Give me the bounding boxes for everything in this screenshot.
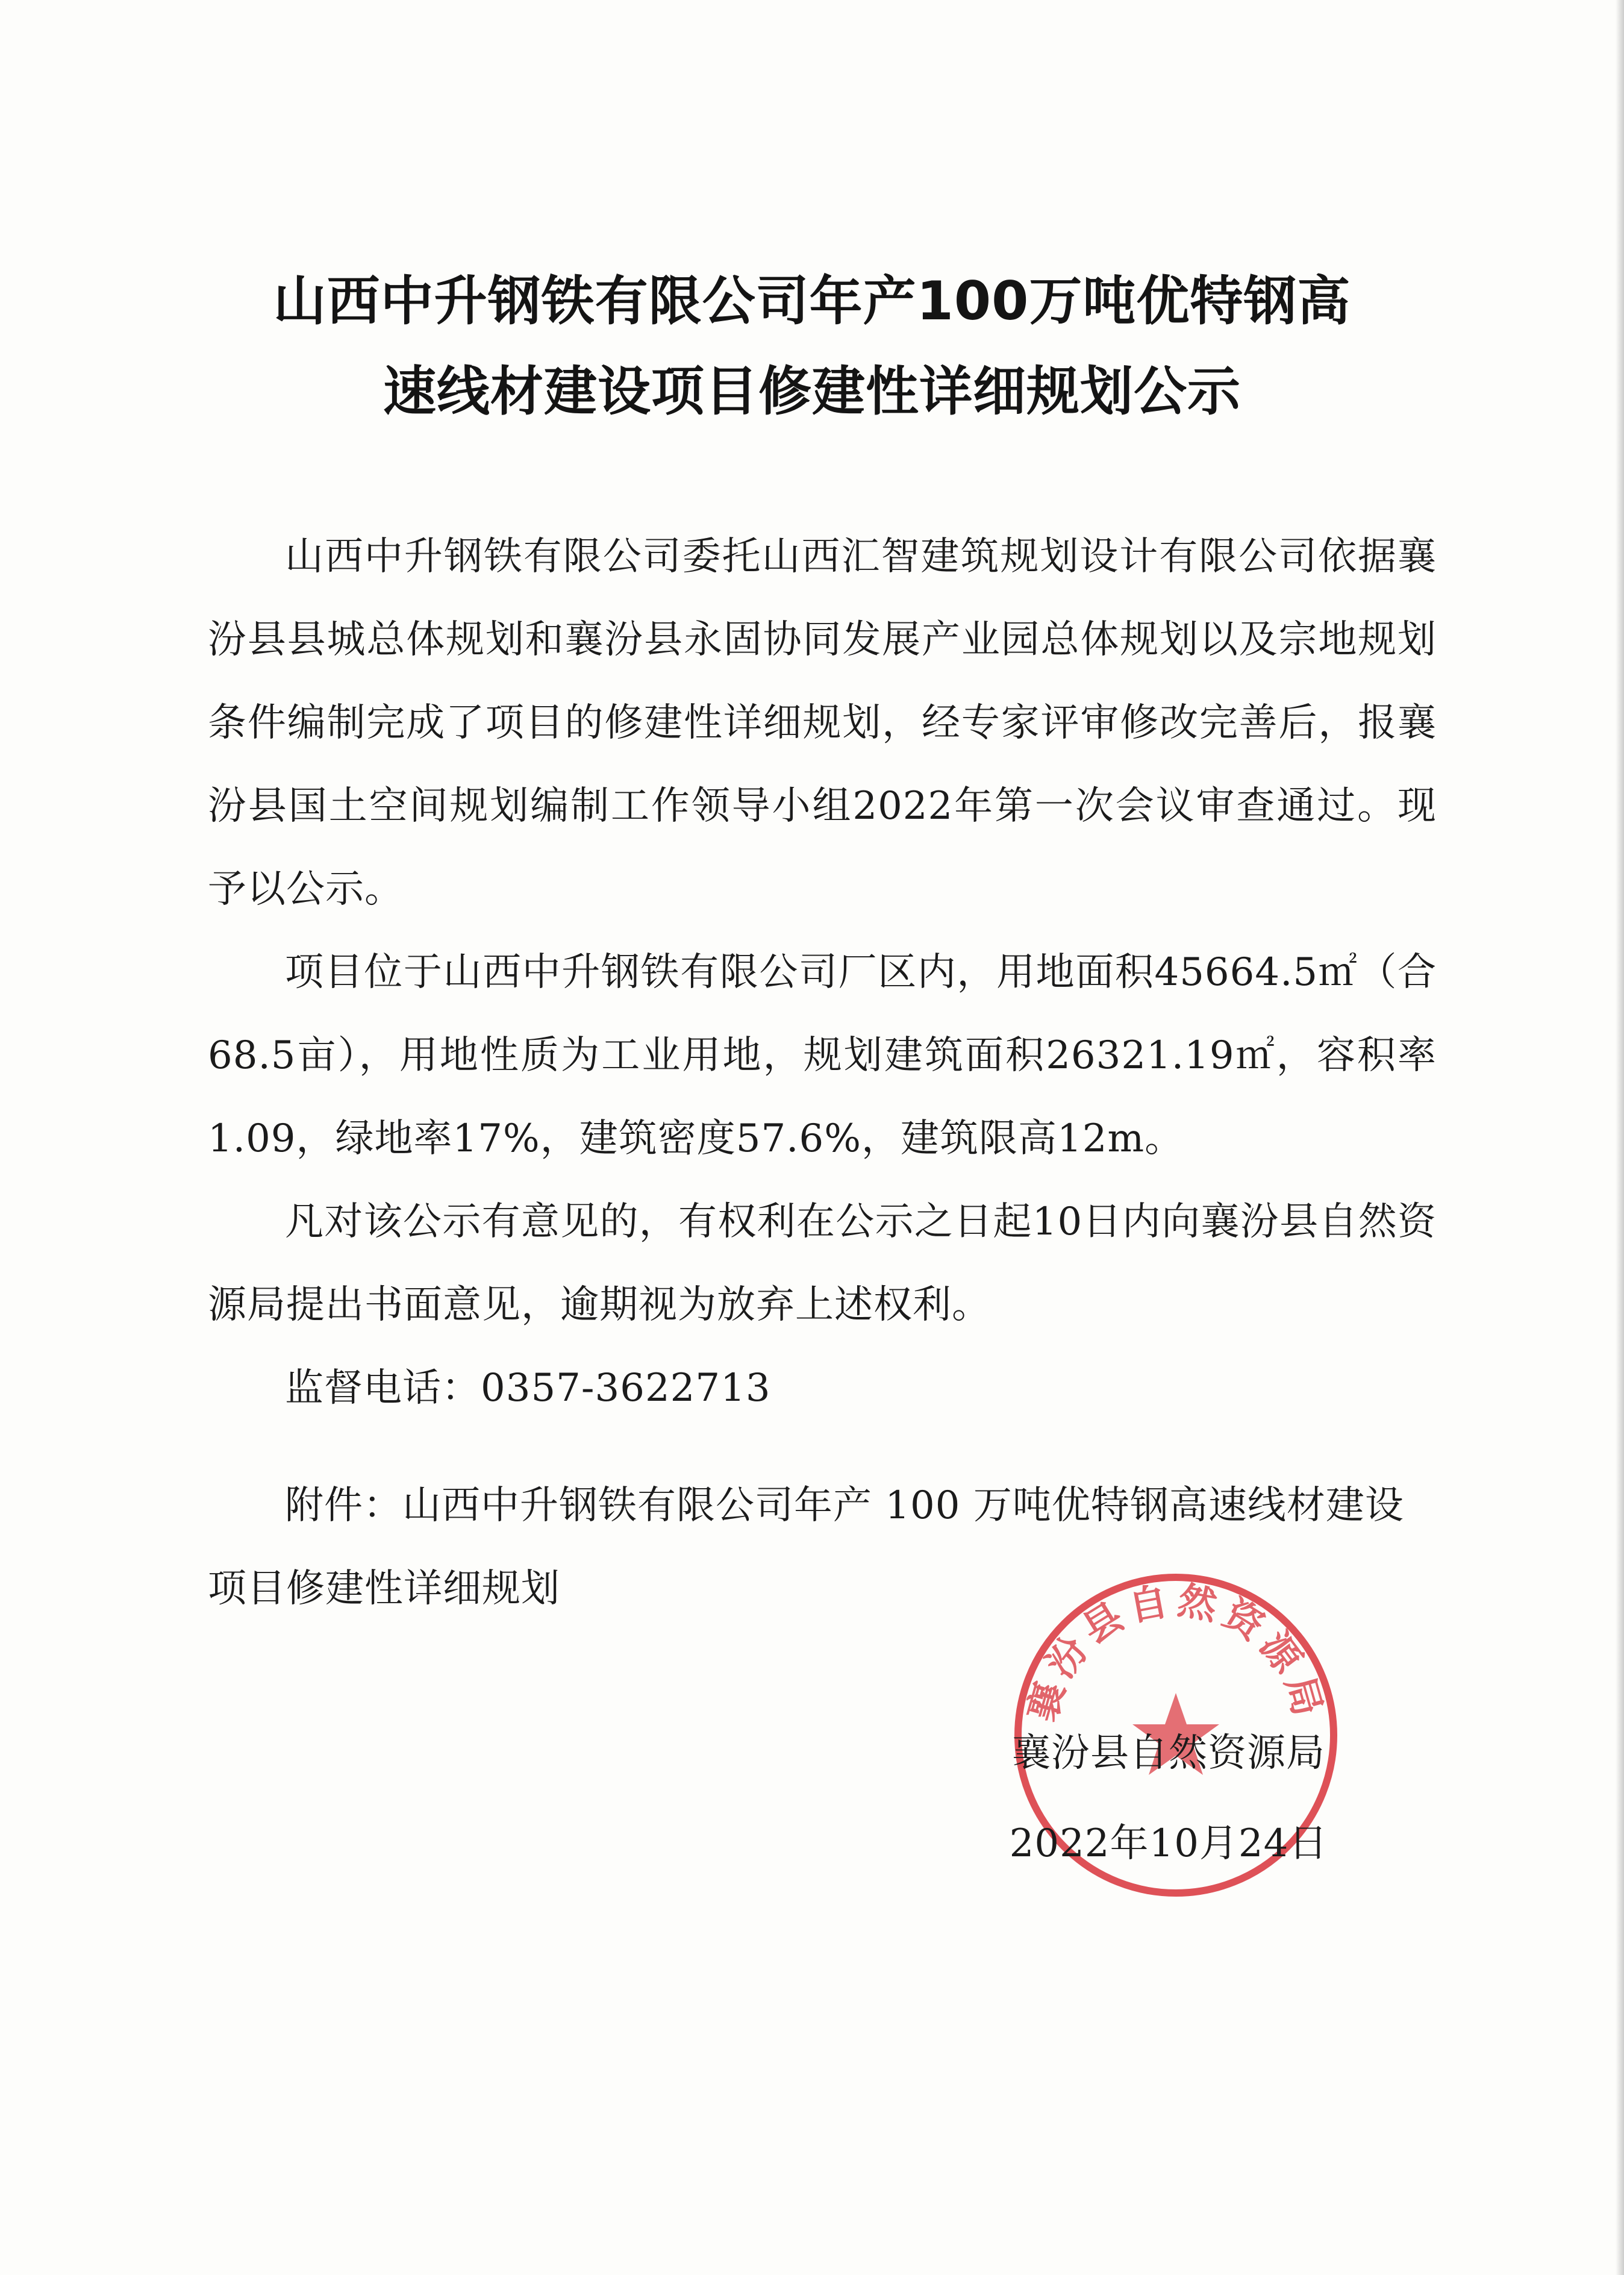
supervision-phone [208,1347,1437,1430]
paragraph-objection-notice: 凡对该公示有意见的，有权利在公示之日起10日内向襄汾县自然资源局提出书面意见，逾期视为放弃上述权利。 [208,1200,1437,1327]
phone-number: 0357-3622713 [481,1366,771,1410]
signature-block [964,1708,1373,1889]
title-line-1: 山西中升钢铁有限公司年产100万吨优特钢高 [273,270,1351,332]
document-title [151,256,1473,437]
scan-edge-shadow [1616,0,1624,2275]
issue-date: 2022年10月24日 [1009,1821,1328,1866]
document-body [208,515,1437,1430]
attachment-label: 附件： [285,1483,402,1528]
issuing-organization: 襄汾县自然资源局 [1012,1731,1325,1776]
paragraph-commission: 山西中升钢铁有限公司委托山西汇智建筑规划设计有限公司依据襄汾县县城总体规划和襄汾县永固协同发展产业园总体规划以及宗地规划条件编制完成了项目的修建性详细规划，经专家评审修改完善后，报襄汾县国土空间规划编制工作领导小组2022年第一次会议审查通过。现予以公示。 [208,534,1437,912]
attachment-text: 山西中升钢铁有限公司年产 100 万吨优特钢高速线材建设项目修建性详细规划 [208,1483,1404,1611]
paragraph-project-details: 项目位于山西中升钢铁有限公司厂区内，用地面积45664.5㎡（合68.5亩），用地性质为工业用地，规划建筑面积26321.19㎡，容积率1.09，绿地率17%，建筑密度57.6%，建筑限高12m。 [208,950,1437,1161]
seal-text: 襄汾县自然资源局 [1020,1578,1332,1727]
phone-label: 监督电话： [285,1366,481,1410]
title-line-2: 速线材建设项目修建性详细规划公示 [383,360,1241,422]
